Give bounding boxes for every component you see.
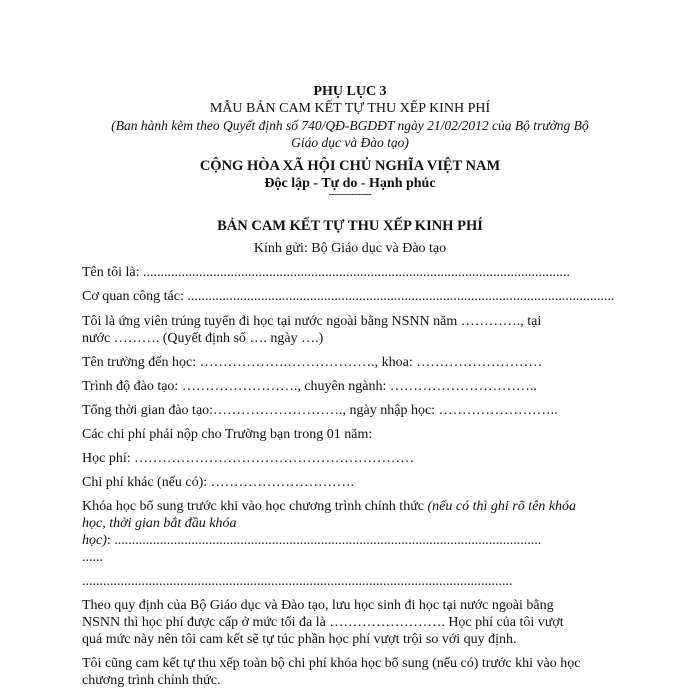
paragraph-1-line-3: quá mức này nên tôi cam kết sẽ tự túc phần học phí vượt trội so với quy định.	[82, 632, 517, 647]
motto-rule: ---------------	[328, 189, 372, 200]
form-title: MẪU BẢN CAM KẾT TỰ THU XẾP KINH PHÍ	[209, 101, 491, 116]
paragraph-2-line-2: chương trình chính thức.	[82, 673, 221, 688]
continuation-dots-2: ...........................................................................................................................	[82, 574, 513, 589]
appendix-label: PHỤ LỤC 3	[313, 84, 387, 99]
country-name: CỘNG HÒA XÃ HỘI CHỦ NGHĨA VIỆT NAM	[199, 158, 501, 174]
field-candidate-line-1: Tôi là ứng viên trúng tuyển đi học tại nước ngoài bằng NSNN năm …………., tại	[82, 314, 542, 329]
issued-note-line-1: (Ban hành kèm theo Quyết định số 740/QĐ-BGDĐT ngày 21/02/2012 của Bộ trưởng Bộ	[111, 118, 589, 133]
document-title: BẢN CAM KẾT TỰ THU XẾP KINH PHÍ	[217, 218, 483, 234]
national-motto: Độc lập - Tự do - Hạnh phúc	[264, 176, 436, 191]
paragraph-1-line-2: NSNN thì học phí được cấp ở mức tối đa là ……………………. Học phí của tôi vượt	[82, 615, 564, 630]
course-dots: : ..........................................................................................................................	[106, 533, 542, 548]
addressee: Kính gửi: Bộ Giáo dục và Đào tạo	[253, 241, 447, 256]
course-note-1: (nếu có thì ghi rõ tên khóa	[427, 499, 577, 514]
field-candidate-line-2: nước ………. (Quyết định số …. ngày ….)	[82, 331, 324, 346]
field-other-costs: Chi phí khác (nếu có): ………………………….	[82, 475, 355, 490]
course-prefix: Khóa học bổ sung trước khi vào học chương trình chính thức	[82, 499, 428, 514]
costs-heading: Các chi phí phải nộp cho Trường bạn trong 01 năm:	[82, 427, 373, 442]
field-duration: Tổng thời gian đào tạo:………………………., ngày nhập học: ……………………..	[82, 403, 558, 418]
field-course-line-3	[82, 533, 541, 549]
field-name: Tên tôi là: ..........................................................................................................................	[82, 265, 571, 280]
course-note-3: học)	[82, 533, 107, 548]
paragraph-2-line-1: Tôi cũng cam kết tự thu xếp toàn bộ chi phí khóa học bổ sung (nếu có) trước khi vào học	[82, 656, 581, 671]
course-note-2: học, thời gian bắt đầu khóa	[82, 516, 237, 531]
field-school: Tên trường đến học: ……………….………………., khoa: ………………………	[82, 355, 543, 370]
field-agency: Cơ quan công tác: ..........................................................................................................................	[82, 289, 615, 304]
paragraph-1-line-1: Theo quy định của Bộ Giáo dục và Đào tạo, lưu học sinh đi học tại nước ngoài bằng	[82, 598, 554, 613]
field-tuition: Học phí: ……………………………………………………	[82, 451, 415, 466]
issued-note-line-2: Giáo dục và Đào tạo)	[291, 135, 409, 150]
field-level: Trình độ đào tạo: ……………………., chuyên ngành: …………………………..	[82, 379, 537, 394]
continuation-dots-1: ......	[82, 550, 103, 565]
field-course-line-1	[82, 499, 576, 515]
